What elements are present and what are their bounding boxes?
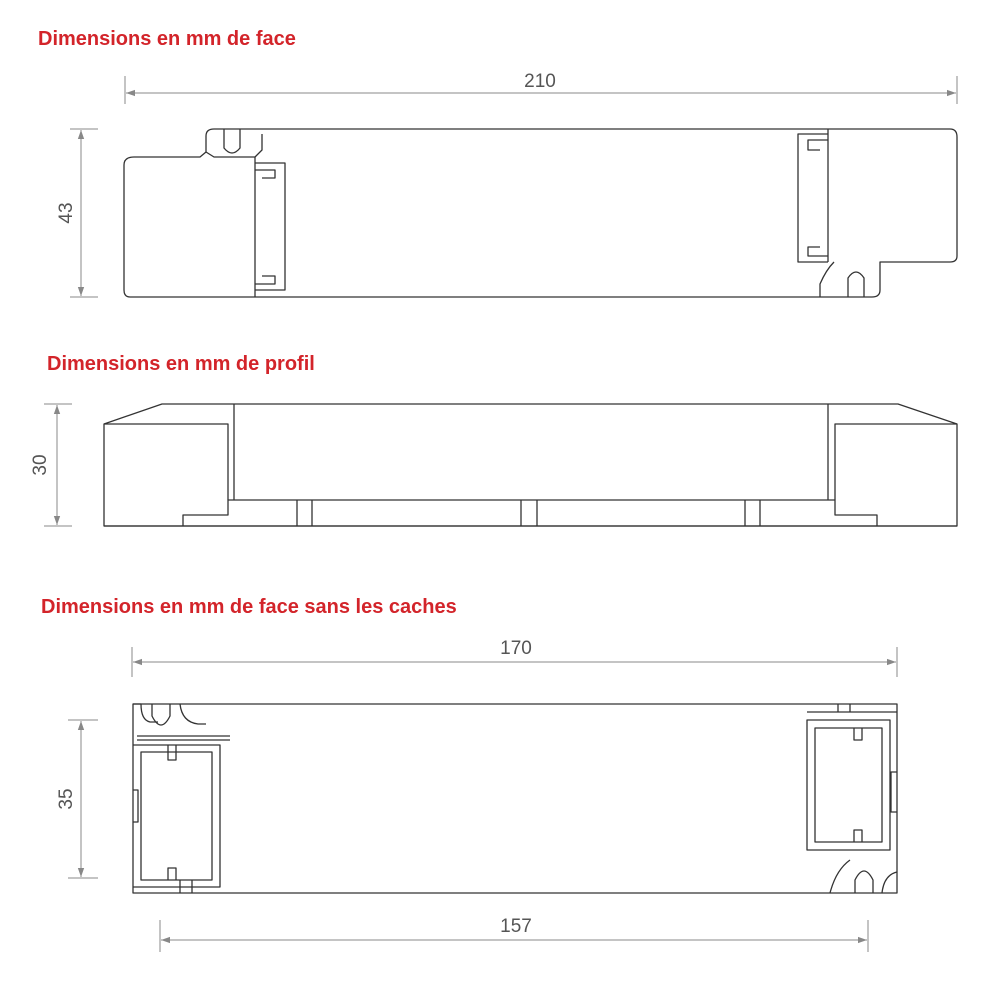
front-width-label: 210	[524, 71, 556, 92]
front-height-dimension	[56, 129, 98, 297]
nocap-height-label: 35	[56, 788, 77, 810]
profile-view-title: Dimensions en mm de profil	[47, 353, 315, 375]
profile-height-dimension	[30, 404, 72, 526]
front-view	[56, 71, 957, 297]
nocap-inner-width-dimension	[160, 916, 868, 952]
profile-view	[30, 404, 957, 526]
profile-height-label: 30	[30, 454, 51, 476]
nocap-height-dimension	[56, 720, 98, 878]
front-view-without-caps	[56, 638, 897, 952]
nocap-width-dimension	[132, 638, 897, 677]
front-height-label: 43	[56, 202, 77, 224]
profile-housing	[104, 404, 957, 526]
nocap-inner-width-label: 157	[500, 916, 532, 937]
front-view-title: Dimensions en mm de face	[38, 28, 296, 50]
nocap-width-label: 170	[500, 638, 532, 659]
front-width-dimension	[125, 71, 957, 104]
nocap-housing	[133, 704, 897, 893]
front-housing	[124, 129, 957, 297]
front-view-without-caps-title: Dimensions en mm de face sans les caches	[41, 596, 457, 618]
